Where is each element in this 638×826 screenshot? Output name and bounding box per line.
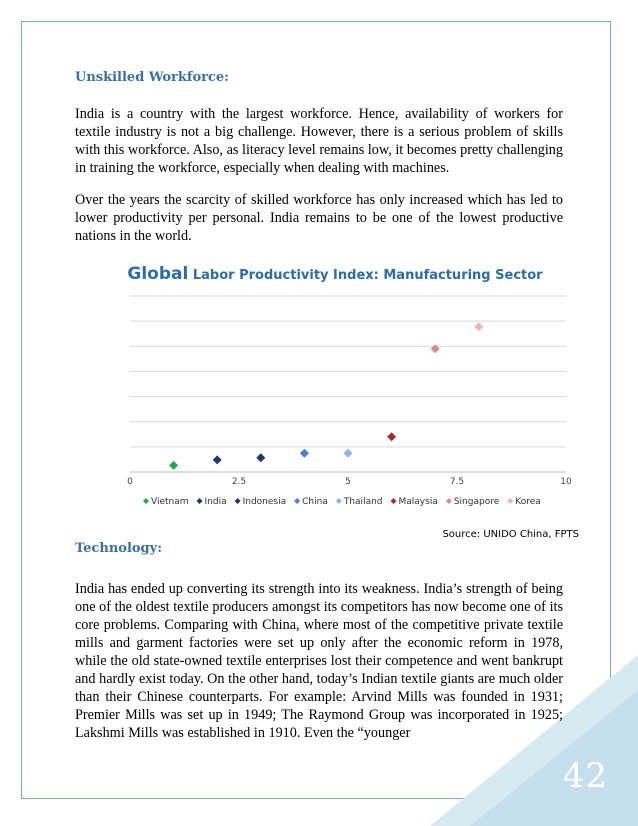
legend-marker-china xyxy=(294,498,300,504)
legend-marker-thailand xyxy=(336,498,342,504)
legend-label-singapore: Singapore xyxy=(453,497,500,507)
paragraph: India is a country with the largest workforce. Hence, availability of workers for textile industry is not a big challenge. However, there is a serious problem of skills with this workforce. Also, as literacy level remains low, it becomes pretty challenging in training the workforce, especially when dealing with machines. xyxy=(75,106,563,176)
legend-label-thailand: Thailand xyxy=(343,497,383,507)
x-tick-label: 0 xyxy=(127,477,133,487)
legend-label-china: China xyxy=(302,497,328,507)
data-point-china xyxy=(300,449,309,458)
legend-label-indonesia: Indonesia xyxy=(242,497,287,507)
main-content xyxy=(75,70,563,245)
x-tick-label: 10 xyxy=(560,477,572,487)
legend-marker-malaysia xyxy=(391,498,397,504)
technology-section xyxy=(75,541,563,742)
legend-label-malaysia: Malaysia xyxy=(398,497,438,507)
legend-label-korea: Korea xyxy=(515,497,541,507)
legend-marker-indonesia xyxy=(235,498,241,504)
x-tick-label: 7.5 xyxy=(449,477,465,487)
legend-marker-singapore xyxy=(446,498,452,504)
data-point-singapore xyxy=(431,344,440,353)
x-tick-label: 2.5 xyxy=(231,477,247,487)
chart-title-part2: Labor Productivity Index: Manufacturing Sector xyxy=(192,268,543,283)
chart-source: Source: UNIDO China, FPTS xyxy=(442,529,579,540)
data-point-korea xyxy=(474,322,483,331)
data-point-indonesia xyxy=(256,453,265,462)
legend-marker-india xyxy=(197,498,203,504)
chart-plot xyxy=(100,258,600,518)
data-point-vietnam xyxy=(169,461,178,470)
legend-marker-vietnam xyxy=(143,498,149,504)
x-tick-label: 5 xyxy=(345,477,351,487)
legend-label-vietnam: Vietnam xyxy=(151,497,189,507)
data-point-india xyxy=(213,455,222,464)
chart-title-part1: Global xyxy=(127,264,189,284)
data-point-malaysia xyxy=(387,432,396,441)
page-number: 42 xyxy=(562,756,608,796)
section-heading-unskilled-workforce: Unskilled Workforce: xyxy=(75,70,229,85)
legend-marker-korea xyxy=(507,498,513,504)
paragraph: India has ended up converting its strength into its weakness. India’s strength of being one of the oldest textile producers amongst its competitors has now become one of its core problems. Comparing with China, where most of the competitive private textile mills and garment factories were set up only after the economic reform in 1978, while the old state-owned textile enterprises lost their competence and went bankrupt and hardly exist today. On the other hand, today’s Indian textile giants are much older than their Chinese counterparts. For example: Arvind Mills was founded in 1931; Premier Mills was set up in 1949; The Raymond Group was incorporated in 1925; Lakshmi Mills was established in 1910. Even the “younger xyxy=(75,581,563,741)
paragraph: Over the years the scarcity of skilled workforce has only increased which has led to lower productivity per personal. India remains to be one of the lowest productive nations in the world. xyxy=(75,192,563,244)
data-point-thailand xyxy=(344,449,353,458)
section-heading-technology: Technology: xyxy=(75,541,162,556)
productivity-chart xyxy=(100,258,600,518)
legend-label-india: India xyxy=(204,497,227,507)
